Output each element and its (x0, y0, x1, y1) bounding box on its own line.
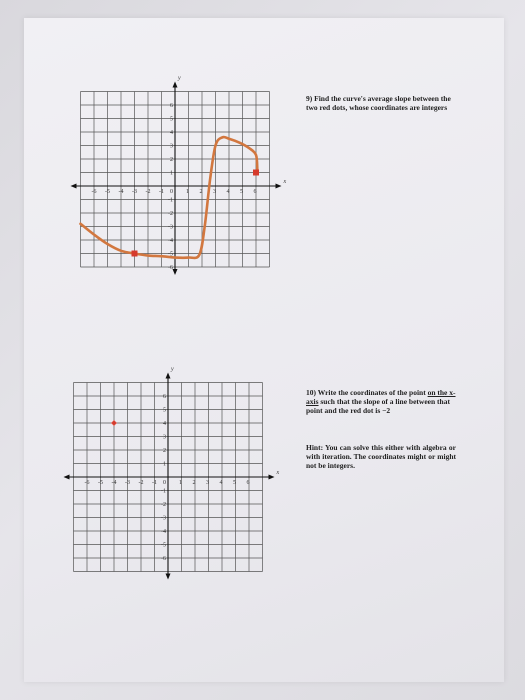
x-tick-label: -4 (111, 480, 117, 486)
y-tick-label: 3 (170, 143, 173, 150)
y-tick-label: 3 (163, 434, 166, 441)
question-9-text: 9) Find the curve's average slope between the two red dots, whose coordinates are integers (306, 94, 451, 112)
question-10-text (306, 388, 456, 415)
y-tick-label: 2 (163, 448, 166, 454)
y-tick-label: -6 (161, 556, 166, 562)
y-tick-label: 4 (170, 130, 173, 136)
y-tick-label: -5 (161, 542, 166, 549)
y-tick-label: -3 (168, 224, 173, 231)
question-10-suffix: such that the slope of a line between that point and the red dot is −2 (306, 397, 450, 415)
y-axis-label: y (171, 366, 174, 373)
y-tick-label: 5 (163, 407, 166, 414)
y-axis-label: y (178, 75, 181, 82)
y-axis-arrow-down (173, 269, 178, 275)
y-tick-label: -1 (161, 488, 166, 495)
x-tick-label: 1 (186, 189, 189, 195)
y-tick-label: -3 (161, 515, 166, 522)
x-tick-label: 2 (192, 480, 196, 486)
coordinate-grid-1 (70, 75, 287, 280)
y-tick-label: 4 (163, 421, 166, 427)
x-tick-label: 1 (179, 480, 182, 486)
y-tick-label: -4 (161, 529, 166, 535)
x-tick-label: -2 (138, 480, 144, 486)
y-tick-label: 1 (170, 170, 173, 177)
x-tick-label: -6 (91, 189, 97, 195)
x-tick-label: 0 (170, 189, 173, 195)
y-tick-label: -2 (161, 502, 166, 508)
x-tick-label: 5 (233, 480, 236, 486)
x-axis-arrow-right (269, 475, 275, 480)
y-axis-arrow-up (166, 373, 171, 379)
y-tick-label: -4 (168, 238, 173, 244)
x-tick-label: 3 (213, 189, 216, 195)
x-tick-label: 5 (240, 189, 243, 195)
question-10-hint: Hint: You can solve this either with algebra or with iteration. The coordinates might or might not be integers. (306, 443, 456, 470)
x-tick-label: -2 (145, 189, 151, 195)
x-axis-label: x (276, 470, 280, 476)
x-tick-label: -4 (118, 189, 124, 195)
x-tick-label: -3 (132, 189, 137, 195)
y-tick-label: 5 (170, 116, 173, 123)
y-axis-arrow-up (173, 82, 178, 88)
x-tick-label: 0 (163, 480, 166, 486)
question-10-prefix: 10) Write the coordinates of the point (306, 388, 428, 397)
x-tick-label: 4 (219, 480, 223, 486)
graph-question-9 (70, 75, 287, 280)
red-dot (253, 170, 259, 176)
y-tick-label: -1 (168, 197, 173, 204)
red-dot (132, 251, 138, 257)
coordinate-grid-2 (70, 365, 280, 575)
x-tick-label: -1 (159, 189, 164, 195)
y-tick-label: 6 (170, 103, 173, 109)
y-tick-label: 1 (163, 461, 166, 468)
graph-question-10 (70, 365, 280, 575)
x-tick-label: 4 (226, 189, 230, 195)
x-tick-label: -3 (125, 480, 130, 486)
x-tick-label: -6 (84, 480, 90, 486)
x-axis-arrow-left (71, 184, 77, 189)
x-tick-label: -5 (98, 480, 103, 486)
x-tick-label: -1 (152, 480, 157, 486)
x-tick-label: 3 (206, 480, 209, 486)
x-tick-label: -5 (105, 189, 110, 195)
question-10-underlined: on the x-axis (306, 388, 456, 406)
y-tick-label: -2 (168, 211, 173, 217)
x-tick-label: 2 (199, 189, 203, 195)
y-tick-label: 6 (163, 394, 166, 400)
x-tick-label: 6 (253, 189, 257, 195)
x-tick-label: 6 (246, 480, 250, 486)
x-axis-label: x (283, 179, 287, 185)
y-tick-label: 2 (170, 157, 173, 163)
y-tick-label: -6 (168, 265, 173, 271)
y-tick-label: -5 (168, 251, 173, 258)
